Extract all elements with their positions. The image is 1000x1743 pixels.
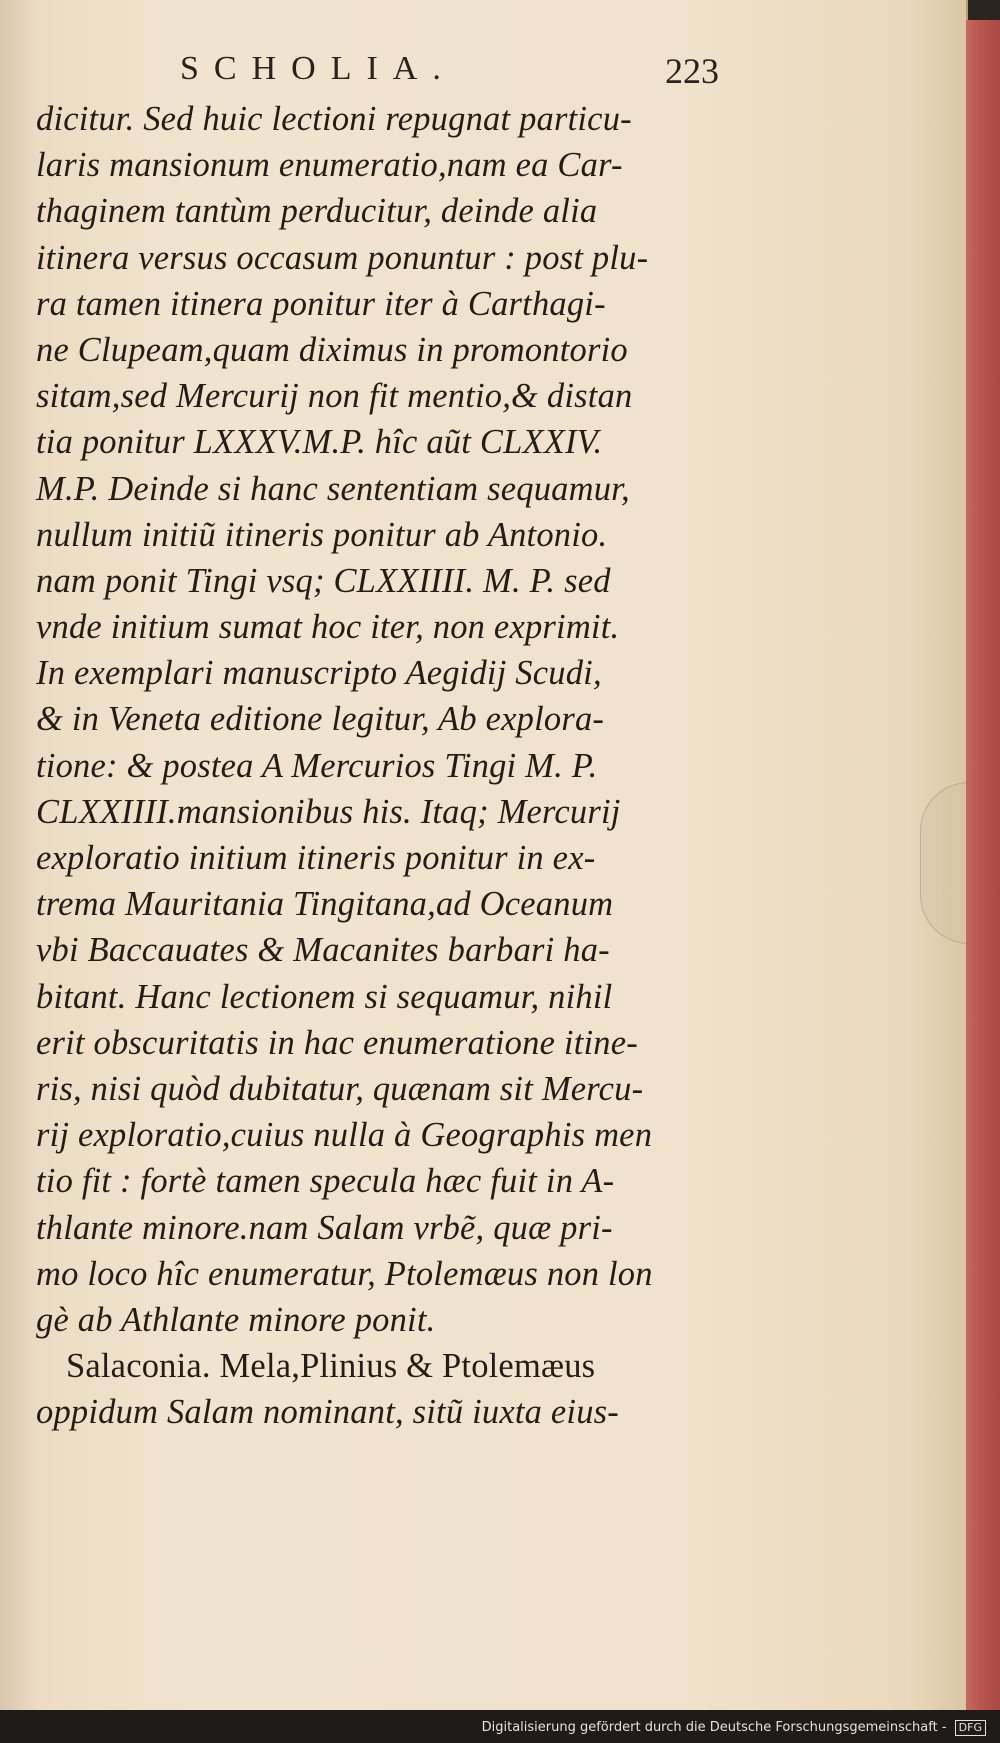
text-line: erit obscuritatis in hac enumeratione itine-	[36, 1023, 638, 1062]
footer-bar	[0, 1710, 1000, 1743]
text-line: & in Veneta editione legitur, Ab explora-	[36, 700, 605, 739]
text-line: sitam,sed Mercurij non fit mentio,& distan	[36, 377, 633, 416]
page-fold-shadow	[920, 782, 969, 944]
running-title: SCHOLIA.	[180, 50, 456, 87]
text-line: exploratio initium itineris ponitur in ex-	[36, 839, 596, 877]
red-page-edge	[966, 20, 1000, 1720]
text-line: ris, nisi quòd dubitatur, quænam sit Mercu-	[36, 1069, 644, 1108]
text-line: CLXXIIII.mansionibus his. Itaq; Mercurij	[36, 792, 621, 831]
page-number: 223	[665, 51, 719, 91]
text-line: In exemplari manuscripto Aegidij Scudi,	[36, 654, 602, 693]
text-line: tia ponitur LXXXV.M.P. hîc aũt CLXXIV.	[36, 423, 603, 462]
section-heading-line: Salaconia. Mela,Plinius & Ptolemæus	[66, 1347, 596, 1386]
text-line: nam ponit Tingi vsq; CLXXIIII. M. P. sed	[36, 561, 611, 600]
text-line: ne Clupeam,quam diximus in promontorio	[36, 330, 628, 369]
text-line: dicitur. Sed huic lectioni repugnat particu-	[36, 100, 632, 138]
body-text	[36, 96, 726, 1435]
page-header	[0, 50, 968, 100]
dfg-logo: DFG	[955, 1720, 986, 1736]
text-line: gè ab Athlante minore ponit.	[36, 1300, 436, 1339]
text-line: tione: & postea A Mercurios Tingi M. P.	[36, 746, 598, 785]
text-line: nullum initiũ itineris ponitur ab Antonio.	[36, 515, 608, 554]
credit-text: Digitalisierung gefördert durch die Deutsche Forschungsgemeinschaft -	[481, 1720, 947, 1735]
text-line: vnde initium sumat hoc iter, non exprimit.	[36, 608, 620, 647]
text-line: bitant. Hanc lectionem si sequamur, nihil	[36, 977, 613, 1016]
text-line: tio fit : fortè tamen specula hæc fuit in A-	[36, 1162, 615, 1201]
text-line: oppidum Salam nominant, sitũ iuxta eius-	[36, 1393, 619, 1432]
text-line: rij exploratio,cuius nulla à Geographis men	[36, 1116, 653, 1155]
text-line: mo loco hîc enumeratur, Ptolemæus non lon	[36, 1254, 653, 1293]
text-line: laris mansionum enumeratio,nam ea Car-	[36, 146, 623, 185]
text-line: thaginem tantùm perducitur, deinde alia	[36, 192, 598, 231]
text-line: M.P. Deinde si hanc sententiam sequamur,	[36, 469, 630, 508]
text-line: itinera versus occasum ponuntur : post plu-	[36, 238, 649, 277]
text-line: trema Mauritania Tingitana,ad Oceanum	[36, 885, 614, 924]
text-line: vbi Baccauates & Macanites barbari ha-	[36, 931, 610, 970]
digitization-credit	[482, 1720, 986, 1736]
text-line: ra tamen itinera ponitur iter à Carthagi-	[36, 284, 606, 323]
text-line: thlante minore.nam Salam vrbẽ, quæ pri-	[36, 1208, 613, 1247]
